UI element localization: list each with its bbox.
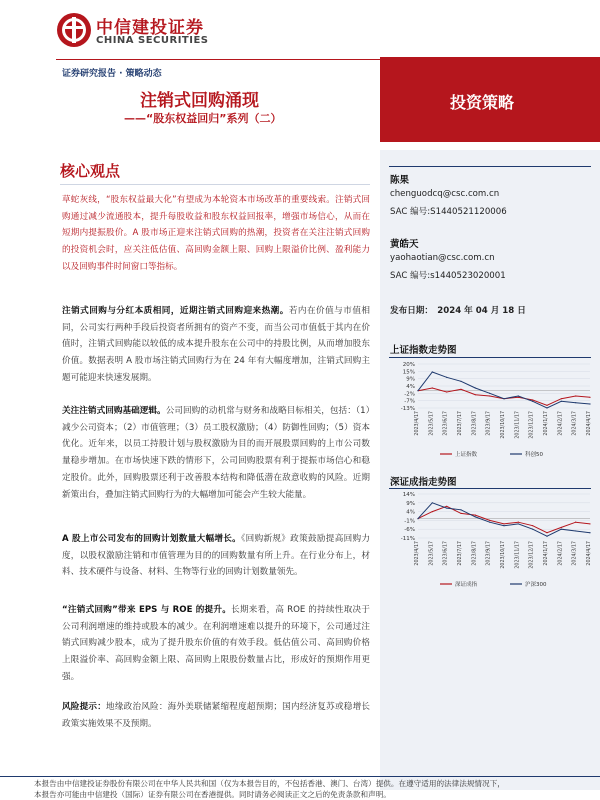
sidebar-divider: [389, 166, 591, 167]
y-tick-label: -7%: [404, 398, 415, 405]
data-point: [475, 387, 476, 388]
data-point: [460, 513, 461, 514]
analyst-sac: SAC 编号:S1440521120006: [390, 207, 507, 217]
data-point: [446, 391, 447, 392]
data-point: [503, 525, 504, 526]
sidebar-divider: [389, 488, 591, 489]
data-point: [589, 397, 590, 398]
report-type: 证券研究报告 · 策略动态: [62, 69, 162, 79]
legend-label: 沪深300: [525, 582, 547, 588]
report-title: 注销式回购涌现: [140, 91, 259, 111]
chart-title: 上证指数走势图: [390, 345, 457, 356]
data-point: [575, 402, 576, 403]
y-tick-label: 9%: [406, 376, 415, 383]
data-point: [532, 525, 533, 526]
y-tick-label: -2%: [404, 391, 415, 398]
data-point: [446, 506, 447, 507]
x-tick-label: 2023/4/17: [415, 411, 420, 436]
x-tick-label: 2024/3/17: [572, 411, 578, 436]
x-tick-label: 2023/6/17: [443, 411, 449, 436]
paragraph-lead: 风险提示：: [62, 702, 107, 712]
legend-label: 上证指数: [455, 452, 478, 458]
company-logo-icon: [56, 12, 92, 48]
brand-name-en: CHINA SECURITIES: [96, 35, 209, 46]
data-point: [532, 529, 533, 530]
header-divider: [56, 59, 380, 60]
series-line: [418, 372, 590, 408]
data-point: [432, 371, 433, 372]
line-chart-shenzhen: [390, 490, 596, 590]
data-point: [446, 507, 447, 508]
y-tick-label: 4%: [406, 384, 415, 390]
analyst-sac: SAC 编号:s1440523020001: [390, 271, 506, 281]
x-tick-label: 2023/4/17: [415, 541, 420, 566]
x-tick-label: 2023/9/17: [486, 541, 492, 566]
paragraph-body: 《回购新规》政策鼓励提高回购力度，以股权激励注销和市值管理为目的的回购数量有所上升。在行业分布上，材料、技术硬件与设备、材料、生物等行业的回购计划数量领先。: [62, 534, 370, 578]
data-point: [589, 523, 590, 524]
data-point: [575, 522, 576, 523]
x-tick-label: 2023/12/17: [529, 411, 535, 439]
x-tick-label: 2023/11/17: [515, 411, 521, 439]
data-point: [532, 399, 533, 400]
footer-line: 本报告亦可能由中信建投（国际）证券有限公司在香港提供。同时请务必阅读正文之后的免责条款和声明。: [34, 790, 391, 799]
paragraph-body: 若内在价值与市值相同，公司实行两种手段后投资者所拥有的资产不变，而当公司市值低于其内在价值时，注销式回购能以较低的成本提升股东在公司中的持股比例，从而增加股东价值。数据表明 A 股市场注销式回购行为在 24 年有大幅度增加，注销式回购主题可能迎来快速发展期。: [62, 306, 370, 383]
data-point: [589, 403, 590, 404]
footer-disclaimer: [34, 778, 594, 800]
body-paragraph-3: [62, 531, 370, 581]
publish-date: 发布日期： 2024 年 04 月 18 日: [390, 306, 526, 316]
y-tick-label: -11%: [400, 536, 415, 542]
legend-label: 科创50: [525, 452, 543, 458]
x-tick-label: 2023/6/17: [443, 541, 449, 566]
data-point: [460, 381, 461, 382]
data-point: [546, 536, 547, 537]
analyst-email: yaohaotian@csc.com.cn: [390, 253, 495, 263]
data-point: [532, 401, 533, 402]
risk-paragraph: [62, 699, 370, 732]
data-point: [503, 398, 504, 399]
data-point: [518, 522, 519, 523]
x-tick-label: 2024/4/17: [587, 411, 592, 436]
data-point: [432, 511, 433, 512]
analyst-name: 陈果: [390, 175, 410, 186]
x-tick-label: 2023/10/17: [501, 541, 506, 569]
x-tick-label: 2023/10/17: [501, 411, 506, 439]
x-tick-label: 2024/2/17: [558, 541, 564, 566]
analyst-name: 黄皓天: [390, 239, 419, 250]
data-point: [417, 390, 418, 391]
paragraph-lead: A 股上市公司发布的回购计划数量大幅增长。: [62, 534, 242, 544]
paragraph-lead: 关注注销式回购基础逻辑。: [62, 406, 166, 416]
section-divider: [60, 184, 370, 185]
data-point: [489, 393, 490, 394]
sidebar-divider: [389, 357, 591, 358]
x-tick-label: 2023/12/17: [529, 541, 535, 569]
data-point: [561, 527, 562, 528]
data-point: [475, 515, 476, 516]
data-point: [417, 518, 418, 519]
x-tick-label: 2023/8/17: [472, 541, 478, 566]
data-point: [575, 395, 576, 396]
category-label: 投资策略: [450, 93, 515, 112]
data-point: [460, 389, 461, 390]
paragraph-body: 公司回购的动机常与财务和战略目标相关，包括：（1）减少公司资本；（2）市值管理；（3）员工股权激励；（4）防御性回购；（5）资本优化。近年来，以员工持股计划与股权激励为目的而开展股票回购的上市公司数量稳步增加。在市场快速下跌的情形下，公司回购股票有利于提振市场信心和稳定股价。此外，回购股票还利于改善股本结构和降低潜在敌意收购的风险。近期新策出台，叠加注销式回购行为的大幅增加可能会产生较大能量。: [62, 406, 370, 500]
data-point: [503, 523, 504, 524]
data-point: [575, 530, 576, 531]
paragraph-lead: “注销式回购”带来 EPS 与 ROE 的提升。: [62, 605, 232, 615]
data-point: [475, 394, 476, 395]
data-point: [518, 523, 519, 524]
y-tick-label: -13%: [400, 406, 415, 412]
data-point: [489, 522, 490, 523]
y-tick-label: 20%: [402, 362, 415, 368]
data-point: [561, 401, 562, 402]
brand-logo: [56, 12, 226, 52]
paragraph-body: 地缘政治风险：海外美联储紧缩程度超预期；国内经济复苏或稳增长政策实施效果不及预期。: [62, 702, 370, 729]
legend-label: 深证成指: [455, 582, 478, 588]
data-point: [518, 397, 519, 398]
brand-name-cn: 中信建投证券: [96, 18, 204, 38]
data-point: [561, 529, 562, 530]
paragraph-lead: 注销式回购与分红本质相同，近期注销式回购迎来热潮。: [62, 306, 289, 316]
series-line: [418, 506, 590, 532]
data-point: [489, 520, 490, 521]
body-paragraph-2: [62, 403, 370, 503]
data-point: [546, 532, 547, 533]
y-tick-label: -6%: [404, 527, 415, 534]
data-point: [546, 407, 547, 408]
data-point: [432, 387, 433, 388]
data-point: [561, 398, 562, 399]
summary-paragraph: 草蛇灰线，“股东权益最大化”有望成为本轮资本市场改革的重要线索。注销式回购通过减少流通股本，提升每股收益和股东权益回报率，增强市场信心，从而在短期内提振股价。A 股市场正迎来注销式回购的热潮，投资者在关注注销式回购的投资机会时，应关注低估值、高回购金额上限、回购上限溢价比例、盈利能力以及回购事件时间窗口等指标。: [62, 195, 370, 272]
data-point: [518, 395, 519, 396]
x-tick-label: 2023/11/17: [515, 541, 521, 569]
data-point: [546, 405, 547, 406]
y-tick-label: 14%: [402, 492, 415, 498]
x-tick-label: 2024/3/17: [572, 541, 578, 566]
section-title: 核心观点: [60, 162, 121, 180]
chart-title: 深证成指走势图: [390, 477, 457, 488]
y-tick-label: -1%: [404, 518, 415, 525]
data-point: [489, 395, 490, 396]
x-tick-label: 2023/7/17: [458, 411, 463, 436]
report-subtitle: ——“股东权益回归”系列（二）: [124, 112, 282, 125]
body-paragraph-4: [62, 602, 370, 686]
paragraph-body: 长期来看，高 ROE 的持续性取决于公司利润增速的维持或股本的减少。在利润增速难以提升的环境下，公司通过注销式回购减少股本，成为了提升股东价值的有效手段。低估值公司、高回购价格上限溢价率、高回购金额上限、高回购上限股份数量占比，形成好的预期作用更强。: [62, 605, 370, 682]
x-tick-label: 2023/7/17: [458, 541, 463, 566]
body-paragraph-1: [62, 303, 370, 387]
footer-line: 本报告由中信建投证券股份有限公司在中华人民共和国（仅为本报告目的，不包括香港、澳门、台湾）提供。在遵守适用的法律法规情况下，: [34, 779, 505, 788]
data-point: [446, 377, 447, 378]
x-tick-label: 2023/5/17: [429, 411, 435, 436]
line-chart-shanghai: [390, 360, 596, 460]
x-tick-label: 2024/4/17: [587, 541, 592, 566]
y-tick-label: 15%: [402, 369, 415, 376]
x-tick-label: 2023/9/17: [486, 411, 492, 436]
data-point: [475, 516, 476, 517]
data-point: [460, 509, 461, 510]
y-tick-label: 4%: [406, 509, 415, 516]
analyst-email: chenguodcq@csc.com.cn: [390, 189, 500, 199]
y-tick-label: 9%: [406, 500, 415, 507]
x-tick-label: 2024/1/17: [544, 541, 549, 566]
data-point: [589, 532, 590, 533]
data-point: [432, 502, 433, 503]
x-tick-label: 2023/8/17: [472, 411, 478, 436]
x-tick-label: 2024/1/17: [544, 411, 549, 436]
x-tick-label: 2024/2/17: [558, 411, 564, 436]
x-tick-label: 2023/5/17: [429, 541, 435, 566]
footer-divider: [0, 776, 600, 777]
